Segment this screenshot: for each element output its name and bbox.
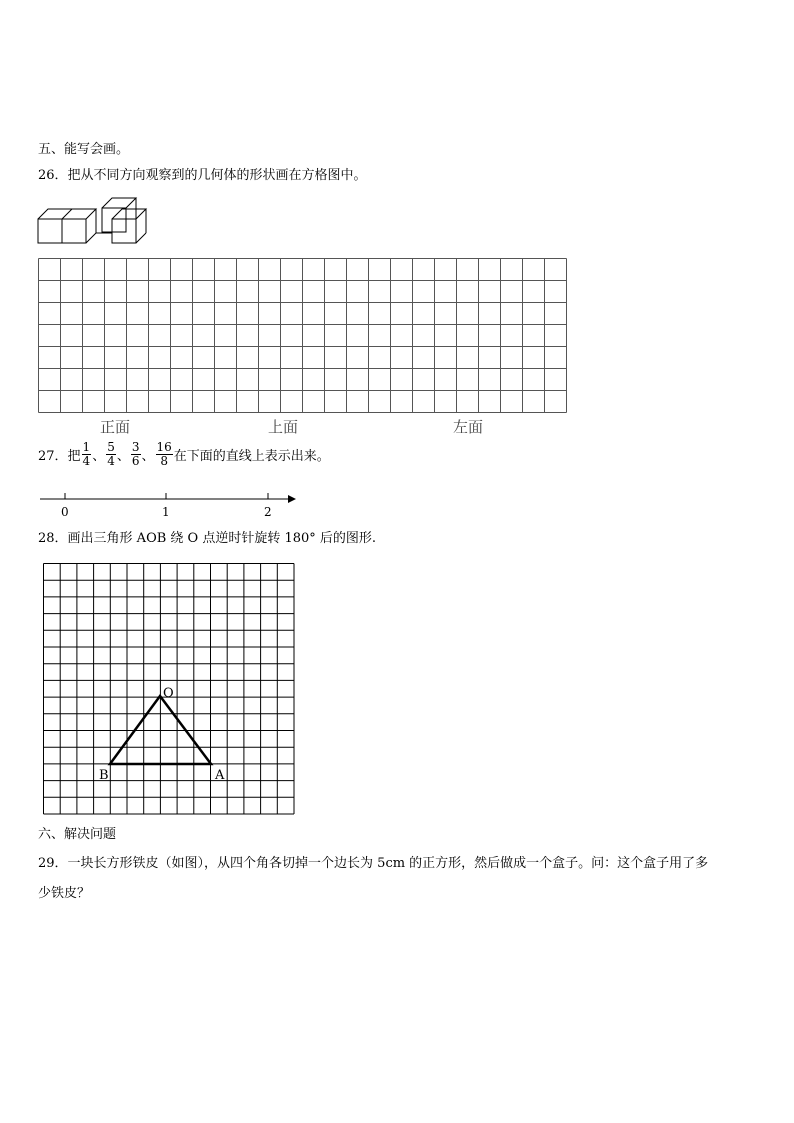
label-left: 左面 [453, 418, 484, 436]
label-front: 正面 [100, 418, 131, 436]
q27-suffix: 在下面的直线上表示出来。 [173, 449, 330, 464]
tick-label-0: 0 [61, 505, 69, 519]
label-top: 上面 [268, 418, 299, 436]
question-29-line1: 29．一块长方形铁皮（如图），从四个角各切掉一个边长为 5cm 的正方形，然后做成一个盒子。问：这个盒子用了多 [38, 856, 709, 871]
cube-stack-figure [36, 196, 156, 248]
question-27-text: 27．把 $\frac{1}{4}$ 、 $\frac{5}{4}$ 、 $\frac{3}{6}$ 、 $\frac{16}{8}$ 在下面的直线上表示出来。 [38, 440, 330, 468]
drawing-grid-26 [38, 258, 568, 414]
number-line [38, 490, 300, 524]
point-label-o: O [163, 686, 174, 701]
question-29-line2: 少铁皮？ [38, 886, 91, 901]
fraction-3: $\frac{3}{6}$ [131, 440, 140, 468]
section-6-title: 六、解决问题 [38, 827, 117, 842]
point-label-b: B [99, 768, 109, 783]
q27-prefix: 27．把 [38, 449, 81, 464]
fraction-2: $\frac{5}{4}$ [107, 440, 115, 468]
fraction-1: $\frac{1}{4}$ [82, 440, 91, 468]
section-5-title: 五、能写会画。 [38, 142, 130, 157]
tick-label-1: 1 [162, 505, 170, 519]
question-28-text: 28．画出三角形 AOB 绕 O 点逆时针旋转 180° 后的图形. [38, 531, 377, 546]
rotation-grid-28 [43, 563, 295, 815]
fraction-4: $\frac{16}{8}$ [156, 440, 172, 468]
tick-label-2: 2 [264, 505, 272, 519]
point-label-a: A [215, 768, 225, 783]
question-26-text: 26．把从不同方向观察到的几何体的形状画在方格图中。 [38, 168, 367, 183]
